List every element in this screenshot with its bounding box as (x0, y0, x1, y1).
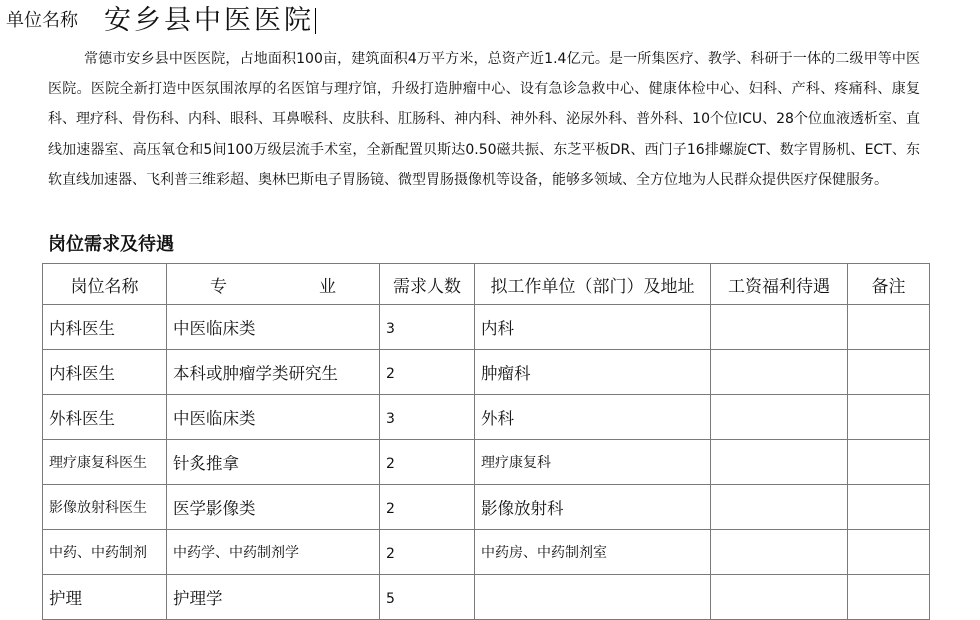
cell-note (848, 485, 930, 530)
section-title: 岗位需求及待遇 (48, 234, 174, 255)
cell-dept: 内科 (475, 305, 711, 350)
table-row (43, 350, 930, 395)
jobs-table (42, 263, 930, 620)
table-header-row (43, 264, 930, 305)
cell-count: 2 (380, 530, 475, 575)
cell-dept: 外科 (475, 395, 711, 440)
cell-dept (475, 575, 711, 620)
cell-major: 本科或肿瘤学类研究生 (167, 350, 380, 395)
table-row (43, 395, 930, 440)
unit-label: 单位名称 (6, 10, 78, 31)
cell-dept: 肿瘤科 (475, 350, 711, 395)
text-cursor (315, 8, 316, 34)
cell-count: 3 (380, 305, 475, 350)
table-row (43, 485, 930, 530)
unit-name[interactable] (104, 0, 316, 37)
cell-count: 3 (380, 395, 475, 440)
cell-count: 2 (380, 485, 475, 530)
cell-salary (711, 440, 848, 485)
cell-salary (711, 485, 848, 530)
cell-count: 2 (380, 350, 475, 395)
cell-salary (711, 350, 848, 395)
header-salary: 工资福利待遇 (711, 264, 848, 305)
header-note: 备注 (848, 264, 930, 305)
unit-header (6, 0, 316, 38)
intro-paragraph: 常德市安乡县中医医院，占地面积100亩，建筑面积4万平方米，总资产近1.4亿元。是一所集医疗、教学、科研于一体的二级甲等中医医院。医院全新打造中医氛围浓厚的名医馆与理疗馆，升级打造肿瘤中心、设有急诊急救中心、健康体检中心、妇科、产科、疼痛科、康复科、理疗科、骨伤科、内科、眼科、耳鼻喉科、皮肤科、肛肠科、神内科、神外科、泌尿外科、普外科、10个位ICU、28个位血液透析室、直线加速器室、高压氧仓和5间100万级层流手术室，全新配置贝斯达0.50磁共振、东芝平板DR、西门子16排螺旋CT、数字胃肠机、ECT、东软直线加速器、飞利普三维彩超、奥林巴斯电子胃肠镜、微型胃肠摄像机等设备，能够多领域、全方位地为人民群众提供医疗保健服务。 (48, 51, 920, 188)
table-row (43, 305, 930, 350)
cell-salary (711, 305, 848, 350)
header-major-part1: 专 (210, 276, 227, 297)
cell-dept: 理疗康复科 (475, 440, 711, 485)
cell-count: 2 (380, 440, 475, 485)
cell-position: 内科医生 (43, 350, 167, 395)
table-row (43, 530, 930, 575)
cell-note (848, 395, 930, 440)
header-position: 岗位名称 (43, 264, 167, 305)
cell-note (848, 350, 930, 395)
cell-note (848, 440, 930, 485)
cell-salary (711, 395, 848, 440)
unit-name-text: 安乡县中医医院 (104, 4, 314, 36)
header-major-part2: 业 (319, 276, 336, 297)
cell-major: 中药学、中药制剂学 (167, 530, 380, 575)
cell-position: 外科医生 (43, 395, 167, 440)
cell-major: 针炙推拿 (167, 440, 380, 485)
cell-position: 理疗康复科医生 (43, 440, 167, 485)
cell-note (848, 575, 930, 620)
cell-dept: 中药房、中药制剂室 (475, 530, 711, 575)
cell-major: 中医临床类 (167, 395, 380, 440)
cell-position: 中药、中药制剂 (43, 530, 167, 575)
cell-position: 护理 (43, 575, 167, 620)
cell-major: 中医临床类 (167, 305, 380, 350)
cell-count: 5 (380, 575, 475, 620)
table-row (43, 440, 930, 485)
cell-dept: 影像放射科 (475, 485, 711, 530)
cell-position: 影像放射科医生 (43, 485, 167, 530)
table-row (43, 575, 930, 620)
header-count: 需求人数 (380, 264, 475, 305)
cell-salary (711, 575, 848, 620)
cell-position: 内科医生 (43, 305, 167, 350)
cell-major: 护理学 (167, 575, 380, 620)
cell-major: 医学影像类 (167, 485, 380, 530)
cell-note (848, 530, 930, 575)
header-major (167, 264, 380, 305)
header-dept: 拟工作单位（部门）及地址 (475, 264, 711, 305)
cell-salary (711, 530, 848, 575)
cell-note (848, 305, 930, 350)
